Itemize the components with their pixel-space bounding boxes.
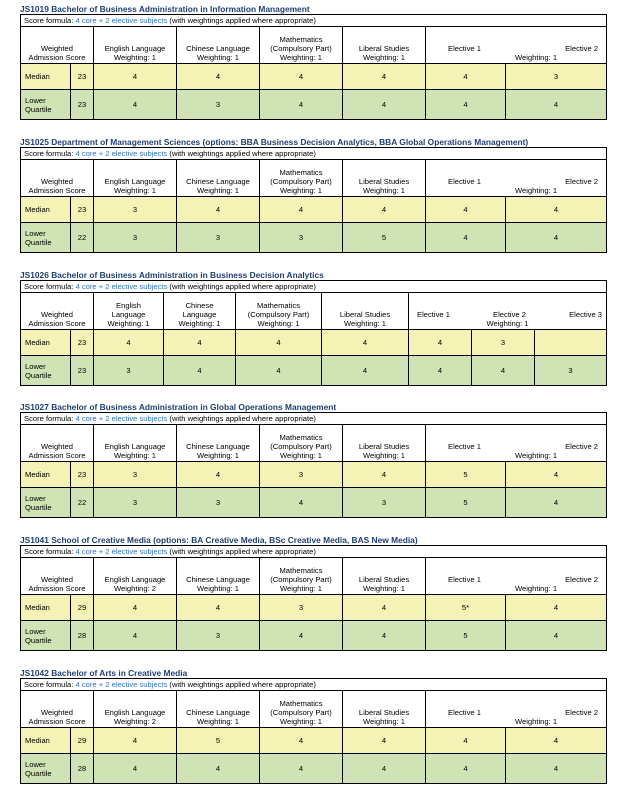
programme-title: JS1026 Bachelor of Business Administration in Business Decision Analytics: [20, 270, 324, 280]
elective-header: Elective 1 Elective 2 Elective 3 Weighting: 1: [409, 293, 607, 330]
programme-section: [20, 668, 606, 793]
lower-quartile-row: [21, 621, 607, 651]
median-liberal: 4: [343, 462, 426, 488]
lq-elective-3: 3: [535, 356, 607, 386]
lq-chinese: 3: [177, 488, 260, 518]
lq-elective-2: 4: [472, 356, 535, 386]
elective-1-label: Elective 1: [448, 708, 481, 717]
score-table: [20, 678, 607, 784]
elective-2-label: Elective 2: [565, 708, 599, 717]
median-english: 4: [94, 595, 177, 621]
median-row: [21, 330, 607, 356]
median-elective-2: 4: [506, 595, 607, 621]
math-header: Mathematics (Compulsory Part) Weighting: 1: [236, 293, 322, 330]
median-math: 4: [236, 330, 322, 356]
score-table: [20, 545, 607, 651]
programme-section: [20, 137, 606, 262]
median-math: 4: [260, 64, 343, 90]
chinese-header: Chinese Language Weighting: 1: [177, 558, 260, 595]
elective-2-label: Elective 2: [565, 442, 599, 451]
median-english: 4: [94, 728, 177, 754]
score-formula: Score formula: 4 core + 2 elective subjects (with weightings applied where appropriate): [21, 679, 607, 691]
lq-liberal: 4: [322, 356, 409, 386]
median-label: Median: [21, 330, 71, 356]
programme-section: [20, 402, 606, 527]
liberal-header: Liberal Studies Weighting: 1: [343, 691, 426, 728]
chinese-header: Chinese Language Weighting: 1: [164, 293, 236, 330]
median-elective-2: 4: [506, 462, 607, 488]
liberal-header: Liberal Studies Weighting: 1: [343, 160, 426, 197]
median-label: Median: [21, 595, 71, 621]
lq-liberal: 3: [343, 488, 426, 518]
formula-highlight: 4 core + 2 elective subjects: [75, 149, 168, 158]
median-score: 29: [71, 595, 94, 621]
median-elective-2: 3: [472, 330, 535, 356]
score-formula: Score formula: 4 core + 2 elective subjects (with weightings applied where appropriate): [21, 148, 607, 160]
lq-elective-2: 4: [506, 754, 607, 784]
median-english: 4: [94, 64, 177, 90]
formula-highlight: 4 core + 2 elective subjects: [75, 547, 168, 556]
median-label: Median: [21, 728, 71, 754]
lower-quartile-score: 22: [71, 223, 94, 253]
lq-math: 4: [260, 90, 343, 120]
median-english: 3: [94, 197, 177, 223]
programme-section: [20, 4, 606, 129]
median-chinese: 4: [177, 64, 260, 90]
lq-elective-2: 4: [506, 488, 607, 518]
english-header: English Language Weighting: 2: [94, 691, 177, 728]
elective-header: Elective 1 Elective 2 Weighting: 1: [426, 691, 607, 728]
elective-3-label: Elective 3: [569, 310, 603, 319]
lq-liberal: 4: [343, 754, 426, 784]
chinese-header: Chinese Language Weighting: 1: [177, 160, 260, 197]
lq-chinese: 4: [177, 754, 260, 784]
programme-title: JS1025 Department of Management Sciences (options: BBA Business Decision Analytics, BBA Global Operations Management): [20, 137, 529, 147]
median-score: 23: [71, 462, 94, 488]
elective-header: Elective 1 Elective 2 Weighting: 1: [426, 27, 607, 64]
elective-header: Elective 1 Elective 2 Weighting: 1: [426, 558, 607, 595]
chinese-header: Chinese Language Weighting: 1: [177, 691, 260, 728]
lq-english: 3: [94, 488, 177, 518]
lq-math: 4: [236, 356, 322, 386]
median-liberal: 4: [343, 197, 426, 223]
math-header: Mathematics (Compulsory Part) Weighting: 1: [260, 691, 343, 728]
median-elective-2: 3: [506, 64, 607, 90]
lq-chinese: 3: [177, 90, 260, 120]
lower-quartile-label: Lower Quartile: [21, 621, 71, 651]
score-table: [20, 412, 607, 518]
chinese-header: Chinese Language Weighting: 1: [177, 425, 260, 462]
lq-math: 4: [260, 488, 343, 518]
lq-english: 3: [94, 356, 164, 386]
lq-elective-2: 4: [506, 90, 607, 120]
lower-quartile-row: [21, 356, 607, 386]
lq-liberal: 4: [343, 621, 426, 651]
lq-english: 4: [94, 90, 177, 120]
median-liberal: 4: [343, 595, 426, 621]
lower-quartile-label: Lower Quartile: [21, 90, 71, 120]
median-liberal: 4: [343, 64, 426, 90]
lq-elective-1: 4: [426, 90, 506, 120]
english-header: English Language Weighting: 2: [94, 558, 177, 595]
median-score: 23: [71, 197, 94, 223]
programme-section: [20, 270, 606, 395]
math-header: Mathematics (Compulsory Part) Weighting: 1: [260, 160, 343, 197]
programme-title: JS1027 Bachelor of Business Administration in Global Operations Management: [20, 402, 337, 412]
liberal-header: Liberal Studies Weighting: 1: [343, 425, 426, 462]
weighted-admission-score-header: Weighted Admission Score: [21, 558, 94, 595]
median-english: 4: [94, 330, 164, 356]
lq-math: 4: [260, 754, 343, 784]
lower-quartile-score: 23: [71, 90, 94, 120]
lower-quartile-label: Lower Quartile: [21, 356, 71, 386]
chinese-header: Chinese Language Weighting: 1: [177, 27, 260, 64]
lq-elective-1: 5: [426, 621, 506, 651]
lq-math: 4: [260, 621, 343, 651]
lower-quartile-score: 22: [71, 488, 94, 518]
programme-section: [20, 535, 606, 660]
median-row: [21, 197, 607, 223]
math-header: Mathematics (Compulsory Part) Weighting: 1: [260, 425, 343, 462]
median-row: [21, 64, 607, 90]
lower-quartile-score: 28: [71, 754, 94, 784]
liberal-header: Liberal Studies Weighting: 1: [343, 27, 426, 64]
weighted-admission-score-header: Weighted Admission Score: [21, 160, 94, 197]
lq-elective-1: 4: [409, 356, 472, 386]
programme-title: JS1019 Bachelor of Business Administration in Information Management: [20, 4, 310, 14]
math-header: Mathematics (Compulsory Part) Weighting: 1: [260, 27, 343, 64]
median-chinese: 4: [177, 462, 260, 488]
median-liberal: 4: [322, 330, 409, 356]
median-english: 3: [94, 462, 177, 488]
median-elective-1: 4: [409, 330, 472, 356]
median-row: [21, 728, 607, 754]
english-header: English Language Weighting: 1: [94, 27, 177, 64]
lq-elective-2: 4: [506, 621, 607, 651]
elective-1-label: Elective 1: [448, 44, 481, 53]
elective-1-label: Elective 1: [448, 575, 481, 584]
score-table: [20, 14, 607, 120]
elective-header: Elective 1 Elective 2 Weighting: 1: [426, 425, 607, 462]
math-header: Mathematics (Compulsory Part) Weighting: 1: [260, 558, 343, 595]
lower-quartile-label: Lower Quartile: [21, 223, 71, 253]
lower-quartile-row: [21, 754, 607, 784]
median-chinese: 4: [177, 595, 260, 621]
lq-elective-1: 4: [426, 754, 506, 784]
programme-title: JS1041 School of Creative Media (options: BA Creative Media, BSc Creative Media, BAS New Media): [20, 535, 418, 545]
median-liberal: 4: [343, 728, 426, 754]
elective-2-label: Elective 2: [565, 177, 599, 186]
weighted-admission-score-header: Weighted Admission Score: [21, 27, 94, 64]
lq-chinese: 4: [164, 356, 236, 386]
formula-highlight: 4 core + 2 elective subjects: [75, 282, 168, 291]
lower-quartile-label: Lower Quartile: [21, 488, 71, 518]
median-elective-1: 4: [426, 197, 506, 223]
median-chinese: 4: [177, 197, 260, 223]
lower-quartile-row: [21, 223, 607, 253]
lq-liberal: 4: [343, 90, 426, 120]
score-table: [20, 280, 607, 386]
median-chinese: 5: [177, 728, 260, 754]
elective-2-label: Elective 2: [565, 44, 599, 53]
median-label: Median: [21, 197, 71, 223]
lq-chinese: 3: [177, 223, 260, 253]
median-score: 23: [71, 330, 94, 356]
score-formula: Score formula: 4 core + 2 elective subjects (with weightings applied where appropriate): [21, 546, 607, 558]
median-elective-3: [535, 330, 607, 356]
formula-highlight: 4 core + 2 elective subjects: [75, 680, 168, 689]
score-formula: Score formula: 4 core + 2 elective subjects (with weightings applied where appropriate): [21, 15, 607, 27]
elective-1-label: Elective 1: [417, 310, 450, 319]
elective-1-label: Elective 1: [448, 442, 481, 451]
lq-english: 4: [94, 754, 177, 784]
lq-english: 3: [94, 223, 177, 253]
score-table: [20, 147, 607, 253]
formula-highlight: 4 core + 2 elective subjects: [75, 16, 168, 25]
lower-quartile-score: 23: [71, 356, 94, 386]
median-math: 3: [260, 595, 343, 621]
median-math: 4: [260, 197, 343, 223]
lq-elective-1: 5: [426, 488, 506, 518]
median-elective-2: 4: [506, 728, 607, 754]
median-math: 4: [260, 728, 343, 754]
lq-elective-1: 4: [426, 223, 506, 253]
median-chinese: 4: [164, 330, 236, 356]
formula-highlight: 4 core + 2 elective subjects: [75, 414, 168, 423]
lower-quartile-row: [21, 90, 607, 120]
weighted-admission-score-header: Weighted Admission Score: [21, 425, 94, 462]
english-header: English Language Weighting: 1: [94, 160, 177, 197]
lq-math: 3: [260, 223, 343, 253]
lq-chinese: 3: [177, 621, 260, 651]
liberal-header: Liberal Studies Weighting: 1: [322, 293, 409, 330]
liberal-header: Liberal Studies Weighting: 1: [343, 558, 426, 595]
elective-2-label: Elective 2: [565, 575, 599, 584]
lower-quartile-score: 28: [71, 621, 94, 651]
english-header: English Language Weighting: 1: [94, 293, 164, 330]
median-row: [21, 462, 607, 488]
elective-header: Elective 1 Elective 2 Weighting: 1: [426, 160, 607, 197]
score-formula: Score formula: 4 core + 2 elective subjects (with weightings applied where appropriate): [21, 281, 607, 293]
lq-elective-2: 4: [506, 223, 607, 253]
median-row: [21, 595, 607, 621]
median-score: 23: [71, 64, 94, 90]
median-elective-1: 4: [426, 728, 506, 754]
median-elective-1: 5*: [426, 595, 506, 621]
median-label: Median: [21, 64, 71, 90]
elective-1-label: Elective 1: [448, 177, 481, 186]
median-elective-1: 5: [426, 462, 506, 488]
median-score: 29: [71, 728, 94, 754]
weighted-admission-score-header: Weighted Admission Score: [21, 691, 94, 728]
lower-quartile-row: [21, 488, 607, 518]
english-header: English Language Weighting: 1: [94, 425, 177, 462]
median-elective-2: 4: [506, 197, 607, 223]
score-formula: Score formula: 4 core + 2 elective subjects (with weightings applied where appropriate): [21, 413, 607, 425]
programme-title: JS1042 Bachelor of Arts in Creative Media: [20, 668, 188, 678]
weighted-admission-score-header: Weighted Admission Score: [21, 293, 94, 330]
lq-english: 4: [94, 621, 177, 651]
median-elective-1: 4: [426, 64, 506, 90]
median-label: Median: [21, 462, 71, 488]
median-math: 3: [260, 462, 343, 488]
lq-liberal: 5: [343, 223, 426, 253]
lower-quartile-label: Lower Quartile: [21, 754, 71, 784]
elective-2-label: Elective 2: [493, 310, 526, 319]
